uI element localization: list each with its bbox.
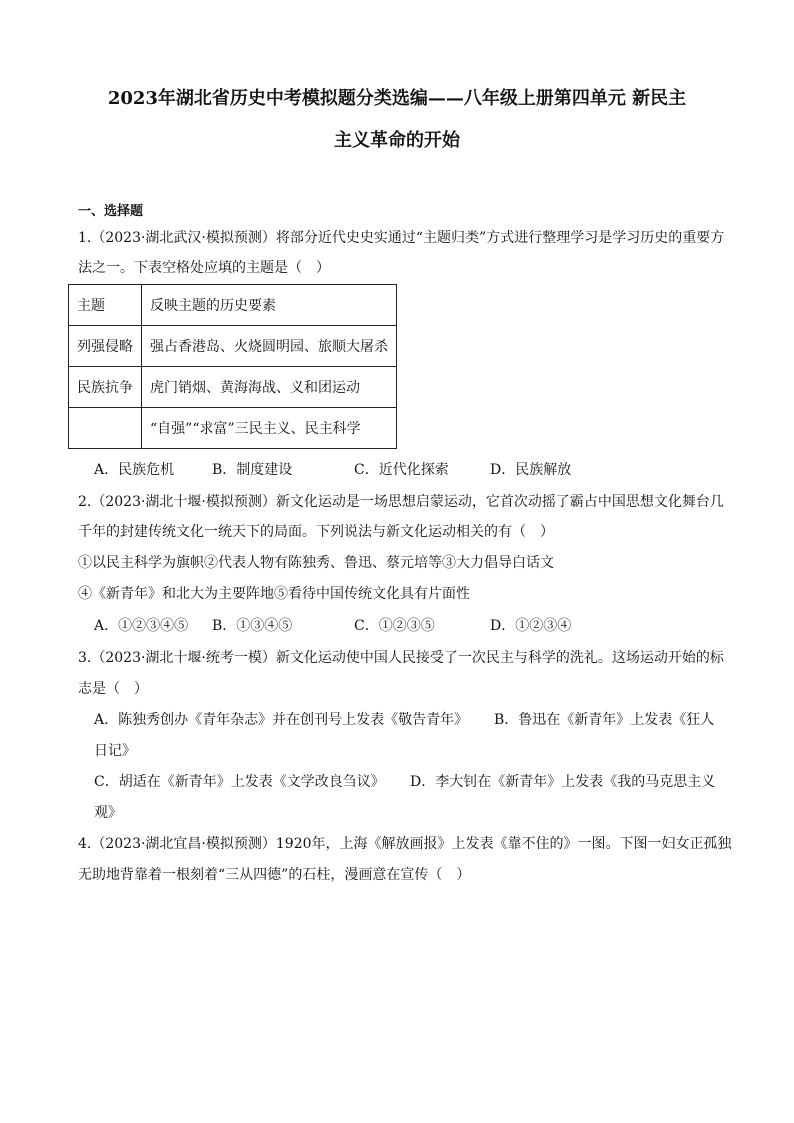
q2-option-a[interactable]: A．①②③④⑤ — [94, 618, 189, 634]
doc-title-line-2: 主义革命的开始 — [334, 130, 460, 151]
table-header-cell: 反映主题的历史要素 — [142, 285, 397, 326]
q1-stem-line-1: 1.（2023·湖北武汉·模拟预测）将部分近代史史实通过“主题归类”方式进行整理学习是学习历史的重要方 — [78, 230, 725, 246]
q3-option-a[interactable]: A．陈独秀创办《青年杂志》并在创刊号上发表《敬告青年》 — [94, 712, 469, 728]
q3-option-d-continued: 观》 — [94, 805, 122, 821]
q3-option-b[interactable]: B．鲁迅在《新青年》上发表《狂人 — [494, 712, 715, 728]
table-header-cell: 主题 — [69, 285, 142, 326]
table-row — [69, 367, 397, 408]
table-cell-blank — [69, 408, 142, 449]
table-cell: 列强侵略 — [69, 326, 142, 367]
q3-stem-line-2: 志是（ ） — [78, 681, 148, 697]
q2-stem-line-2: 千年的封建传统文化一统天下的局面。下列说法与新文化运动相关的有（ ） — [78, 524, 554, 540]
table-cell: 民族抗争 — [69, 367, 142, 408]
doc-title-line-1: 2023年湖北省历史中考模拟题分类选编——八年级上册第四单元 新民主 — [107, 88, 687, 109]
table-cell: 强占香港岛、火烧圆明园、旅顺大屠杀 — [142, 326, 397, 367]
q1-option-a[interactable]: A．民族危机 — [94, 462, 175, 478]
q2-stem-line-1: 2.（2023·湖北十堰·模拟预测）新文化运动是一场思想启蒙运动，它首次动摇了霸占中国思想文化舞台几 — [78, 494, 724, 510]
table-cell: “自强”“求富”三民主义、民主科学 — [142, 408, 397, 449]
q2-option-b[interactable]: B．①③④⑤ — [212, 618, 293, 634]
q3-stem-line-1: 3.（2023·湖北十堰·统考一模）新文化运动使中国人民接受了一次民主与科学的洗礼。这场运动开始的标 — [78, 650, 724, 666]
q3-option-c[interactable]: C．胡适在《新青年》上发表《文学改良刍议》 — [94, 774, 385, 790]
q1-option-c[interactable]: C．近代化探索 — [354, 462, 449, 478]
q4-stem-line-2: 无助地背靠着一根刻着“三从四德”的石柱，漫画意在宣传（ ） — [78, 867, 471, 883]
table-row — [69, 408, 397, 449]
q3-option-d[interactable]: D．李大钊在《新青年》上发表《我的马克思主义 — [410, 774, 716, 790]
table-row — [69, 285, 397, 326]
q2-option-d[interactable]: D．①②③④ — [490, 618, 572, 634]
q4-stem-line-1: 4.（2023·湖北宜昌·模拟预测）1920年，上海《解放画报》上发表《靠不住的》一图。下图一妇女正孤独 — [78, 836, 732, 852]
q1-option-b[interactable]: B．制度建设 — [212, 462, 293, 478]
table-row — [69, 326, 397, 367]
q3-option-b-continued: 日记》 — [94, 743, 136, 759]
q1-option-d[interactable]: D．民族解放 — [490, 462, 572, 478]
table-cell: 虎门销烟、黄海海战、义和团运动 — [142, 367, 397, 408]
q2-stem-line-3: ①以民主科学为旗帜②代表人物有陈独秀、鲁迅、蔡元培等③大力倡导白话文 — [78, 555, 554, 571]
q2-stem-line-4: ④《新青年》和北大为主要阵地⑤看待中国传统文化具有片面性 — [78, 586, 470, 602]
section-heading: 一、选择题 — [78, 204, 144, 219]
q1-stem-line-2: 法之一。下表空格处应填的主题是（ ） — [78, 260, 330, 276]
q1-theme-table — [68, 284, 397, 449]
q2-option-c[interactable]: C．①②③⑤ — [354, 618, 435, 634]
